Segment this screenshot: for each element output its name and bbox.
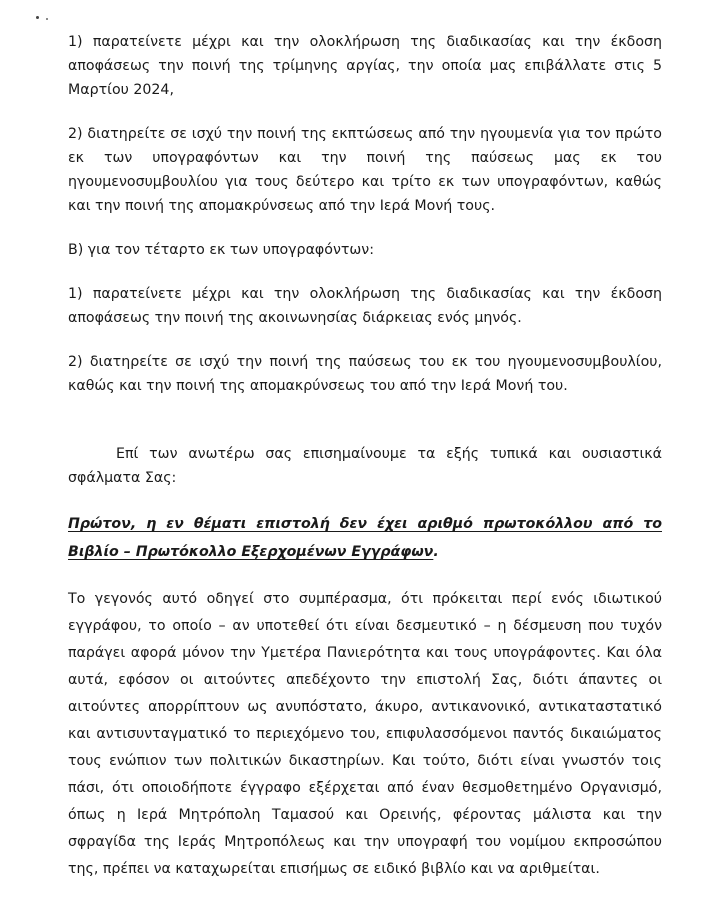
paragraph-maintain-dismissal: 2) διατηρείτε σε ισχύ την ποινή της παύσεως του εκ του ηγουμενοσυμβουλίου, καθώς και την ποινή της απομακρύνσεως του από την Ιερά Μονή του. [68, 354, 662, 394]
paragraph-extend-excommunication: 1) παρατείνετε μέχρι και την ολοκλήρωση της διαδικασίας και την έκδοση αποφάσεως την ποινή της ακοινωνησίας διάρκειας ενός μηνός. [68, 286, 662, 326]
heading-period: . [433, 544, 439, 560]
scan-dot [36, 16, 39, 19]
paragraph-errors-intro: Επί των ανωτέρω σας επισημαίνουμε τα εξής τυπικά και ουσιαστικά σφάλματα Σας: [68, 446, 662, 486]
document-page [68, 30, 662, 883]
paragraph-private-document: Το γεγονός αυτό οδηγεί στο συμπέρασμα, ότι πρόκειται περί ενός ιδιωτικού εγγράφου, το οποίο – αν υποτεθεί ότι είναι δεσμευτικό – η δέσμευση που τυχόν παράγει αφορά μόνον την Υμετέρα Πανιερότητα και τους υπογράφοντες. Και όλα αυτά, εφόσον οι αιτούντες απεδέχοντο την επιστολή Σας, διότι άπαντες οι αιτούντες απορρίπτουν ως ανυπόστατο, άκυρο, αντικανονικό, αντικαταστατικό και αντισυνταγματικό το περιεχόμενο του, επιφυλασσόμενοι παντός δικαιώματος τους ενώπιον των πολιτικών δικαστηρίων. Και τούτο, διότι είναι γνωστόν τοις πάσι, ότι οποιοδήποτε έγγραφο εξέρχεται από έναν θεσμοθετημένο Οργανισμό, όπως η Ιερά Μητρόπολη Ταμασού και Ορεινής, φέροντας μάλιστα και την σφραγίδα της Ιεράς Μητροπόλεως και την υπογραφή του νομίμου εκπροσώπου της, πρέπει να καταχωρείται επισήμως σε ειδικό βιβλίο και να αριθμείται. [68, 591, 662, 877]
paragraph-maintain-penalties: 2) διατηρείτε σε ισχύ την ποινή της εκπτώσεως από την ηγουμενία για τον πρώτο εκ των υπογραφόντων και την ποινή της παύσεως μας εκ του ηγουμενοσυμβουλίου για τους δεύτερο και τρίτο εκ των υπογραφόντων, καθώς και την ποινή της απομακρύνσεως από την Ιερά Μονή τους. [68, 126, 662, 214]
section-heading-first-error [68, 510, 662, 566]
heading-text: Πρώτον, η εν θέματι επιστολή δεν έχει αριθμό πρωτοκόλλου από το Βιβλίο – Πρωτόκολλο Εξερχομένων Εγγράφων [68, 516, 662, 560]
scan-dot [46, 18, 48, 20]
paragraph-fourth-signatory: Β) για τον τέταρτο εκ των υπογραφόντων: [68, 242, 375, 258]
paragraph-extend-suspension: 1) παρατείνετε μέχρι και την ολοκλήρωση της διαδικασίας και την έκδοση αποφάσεως την ποινή της τρίμηνης αργίας, την οποία μας επιβάλλατε στις 5 Μαρτίου 2024, [68, 34, 662, 98]
